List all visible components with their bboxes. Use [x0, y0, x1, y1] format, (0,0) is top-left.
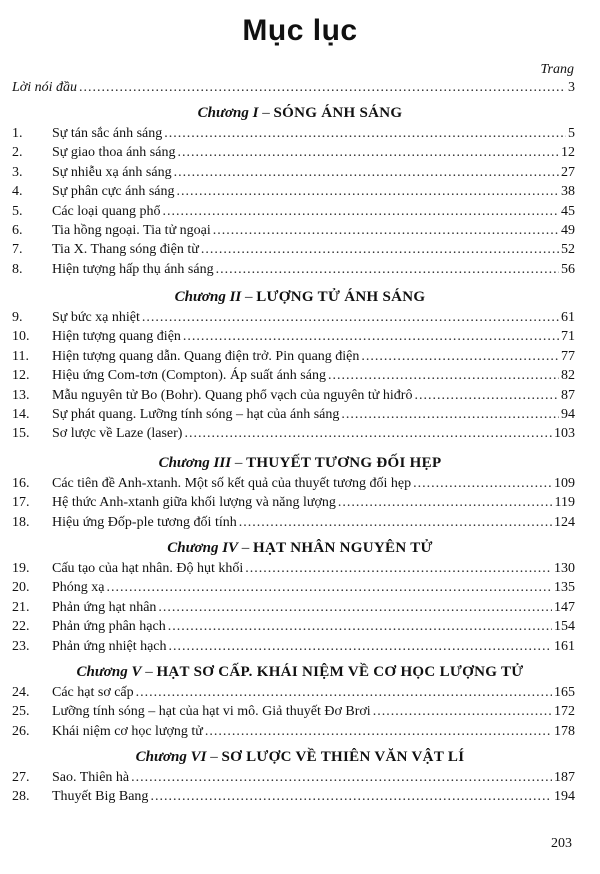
toc-entry[interactable]: [12, 346, 575, 367]
entry-label: Sự giao thoa ánh sáng: [52, 145, 176, 161]
chapter-heading: Chương III – THUYẾT TƯƠNG ĐỐI HẸP: [158, 455, 442, 471]
entry-page: 187: [554, 770, 575, 785]
entry-label: Tia hồng ngoại. Tia tử ngoại: [52, 223, 211, 238]
entry-label: Sự phân cực ánh sáng: [52, 184, 175, 200]
toc-entry[interactable]: [12, 201, 575, 222]
chapter-number: Chương III: [158, 455, 232, 471]
page-number: 203: [551, 836, 572, 851]
toc-entry[interactable]: [12, 786, 575, 807]
dot-leader: [107, 577, 553, 598]
entry-number: 4.: [12, 184, 23, 200]
chapter-title: HẠT SƠ CẤP. KHÁI NIỆM VỀ CƠ HỌC LƯỢNG TỬ: [156, 664, 524, 680]
entry-page: 124: [554, 514, 575, 530]
toc-entry[interactable]: [12, 259, 575, 280]
entry-label: Mẫu nguyên tử Bo (Bohr). Quang phổ vạch của nguyên tử hiđrô: [52, 387, 413, 403]
toc-entry[interactable]: [12, 326, 575, 347]
dot-leader: [150, 786, 552, 807]
toc-entry[interactable]: [12, 636, 575, 657]
entry-number: 6.: [12, 223, 23, 238]
entry-number: 1.: [12, 126, 23, 141]
entry-number: 16.: [12, 476, 30, 491]
dot-leader: [162, 201, 559, 222]
entry-label: Các loại quang phổ: [52, 203, 161, 219]
entry-number: 20.: [12, 580, 30, 596]
dot-leader: [174, 162, 559, 183]
dot-leader: [341, 404, 559, 425]
entry-number: 18.: [12, 514, 30, 530]
chapter-number: Chương I: [197, 105, 259, 121]
entry-label: Sơ lược về Laze (laser): [52, 426, 183, 442]
entry-page: 119: [554, 495, 575, 511]
toc-entry[interactable]: [12, 721, 575, 742]
dot-leader: [205, 721, 552, 742]
dot-leader: [213, 220, 559, 241]
dot-leader: [169, 636, 552, 657]
toc-entry[interactable]: [12, 473, 575, 494]
entry-label: Lưỡng tính sóng – hạt của hạt vi mô. Giả thuyết Đơ Brơi: [52, 704, 371, 720]
dot-leader: [201, 239, 559, 260]
toc-entry[interactable]: [12, 181, 575, 202]
entry-page: 38: [561, 184, 575, 200]
chapter-title: SƠ LƯỢC VỀ THIÊN VĂN VẬT LÍ: [221, 749, 465, 765]
entry-page: 194: [554, 789, 575, 805]
entry-label: Hiệu ứng Đốp-ple tương đối tính: [52, 514, 237, 530]
page-column-label: Trang: [540, 62, 574, 77]
entry-number: 27.: [12, 770, 30, 785]
entry-page: 3: [568, 80, 575, 95]
dot-leader: [414, 385, 559, 406]
entry-number: 11.: [12, 348, 29, 364]
toc-entry[interactable]: [12, 512, 575, 533]
entry-label: Hệ thức Anh-xtanh giữa khối lượng và năng lượng: [52, 495, 336, 511]
dot-leader: [168, 616, 552, 637]
chapter-heading: Chương VI – SƠ LƯỢC VỀ THIÊN VĂN VẬT LÍ: [135, 749, 465, 765]
entry-number: 9.: [12, 310, 23, 325]
entry-label: Phản ứng nhiệt hạch: [52, 638, 167, 654]
entry-page: 172: [554, 704, 575, 720]
entry-page: 130: [554, 561, 575, 576]
entry-number: 15.: [12, 426, 30, 442]
entry-label: Các hạt sơ cấp: [52, 685, 134, 700]
entry-page: 94: [561, 407, 575, 422]
chapter-heading: Chương II – LƯỢNG TỬ ÁNH SÁNG: [174, 289, 426, 305]
entry-page: 161: [554, 638, 575, 654]
entry-page: 87: [561, 387, 575, 403]
dot-leader: [164, 123, 566, 144]
entry-label: Phản ứng hạt nhân: [52, 599, 157, 615]
entry-page: 5: [568, 126, 575, 141]
chapter-number: Chương V: [76, 664, 142, 680]
dot-leader: [338, 492, 553, 513]
toc-entry[interactable]: [12, 701, 575, 722]
dot-leader: [177, 142, 559, 163]
dot-leader: [79, 77, 566, 98]
toc-entry[interactable]: [12, 239, 575, 260]
toc-entry[interactable]: [12, 220, 575, 241]
entry-label: Thuyết Big Bang: [52, 789, 149, 805]
entry-page: 147: [554, 599, 575, 615]
dot-leader: [245, 558, 552, 579]
toc-entry[interactable]: [12, 365, 575, 386]
entry-label: Tia X. Thang sóng điện từ: [52, 242, 199, 258]
entry-page: 45: [561, 203, 575, 219]
page-title: Mục lục: [242, 14, 358, 47]
dot-leader: [176, 181, 559, 202]
entry-label: Lời nói đầu: [12, 80, 78, 95]
entry-page: 71: [561, 329, 575, 345]
chapter-heading: Chương I – SÓNG ÁNH SÁNG: [197, 105, 403, 121]
entry-number: 7.: [12, 242, 23, 258]
chapter-number: Chương IV: [167, 540, 239, 556]
dot-leader: [142, 307, 559, 328]
chapter-title: SÓNG ÁNH SÁNG: [273, 105, 403, 121]
dot-leader: [373, 701, 552, 722]
chapter-heading: Chương IV – HẠT NHÂN NGUYÊN TỬ: [167, 540, 433, 556]
entry-number: 8.: [12, 261, 23, 277]
toc-entry[interactable]: [12, 123, 575, 144]
entry-label: Cấu tạo của hạt nhân. Độ hụt khối: [52, 561, 244, 576]
dot-leader: [183, 326, 559, 347]
chapter-title: THUYẾT TƯƠNG ĐỐI HẸP: [246, 455, 442, 471]
toc-entry[interactable]: [12, 385, 575, 406]
entry-page: 77: [561, 348, 575, 364]
entry-label: Sự phát quang. Lưỡng tính sóng – hạt của ánh sáng: [52, 407, 340, 422]
entry-number: 19.: [12, 561, 30, 576]
toc-entry-preface[interactable]: [12, 77, 575, 98]
dot-leader: [413, 473, 552, 494]
entry-page: 12: [561, 145, 575, 161]
entry-label: Khái niệm cơ học lượng tử: [52, 723, 203, 739]
dot-leader: [239, 512, 552, 533]
entry-number: 17.: [12, 495, 30, 511]
entry-page: 56: [561, 261, 575, 277]
entry-label: Phản ứng phân hạch: [52, 619, 166, 635]
toc-entry[interactable]: [12, 307, 575, 328]
chapter-number: Chương VI: [135, 749, 207, 765]
entry-page: 109: [554, 476, 575, 491]
toc-entry[interactable]: [12, 767, 575, 788]
entry-page: 27: [561, 164, 575, 180]
toc-entry[interactable]: [12, 597, 575, 618]
entry-number: 21.: [12, 599, 30, 615]
entry-page: 61: [561, 310, 575, 325]
entry-number: 10.: [12, 329, 30, 345]
entry-page: 82: [561, 368, 575, 384]
entry-label: Hiện tượng quang điện: [52, 329, 181, 345]
chapter-number: Chương II: [174, 289, 242, 305]
chapter-title: HẠT NHÂN NGUYÊN TỬ: [253, 540, 433, 556]
chapter-heading: Chương V – HẠT SƠ CẤP. KHÁI NIỆM VỀ CƠ HỌC LƯỢNG TỬ: [76, 664, 524, 680]
entry-number: 12.: [12, 368, 30, 384]
entry-label: Các tiên đề Anh-xtanh. Một số kết quả của thuyết tương đối hẹp: [52, 476, 412, 491]
entry-number: 2.: [12, 145, 23, 161]
entry-number: 14.: [12, 407, 30, 422]
entry-number: 25.: [12, 704, 30, 720]
dot-leader: [136, 682, 552, 703]
entry-page: 52: [561, 242, 575, 258]
entry-label: Hiệu ứng Com-tơn (Compton). Áp suất ánh sáng: [52, 368, 326, 384]
toc-entry[interactable]: [12, 616, 575, 637]
entry-number: 3.: [12, 164, 23, 180]
chapter-title: LƯỢNG TỬ ÁNH SÁNG: [256, 289, 426, 305]
toc-entry[interactable]: [12, 423, 575, 444]
entry-page: 165: [554, 685, 575, 700]
toc-entry[interactable]: [12, 558, 575, 579]
dot-leader: [184, 423, 552, 444]
entry-label: Sự bức xạ nhiệt: [52, 310, 140, 325]
entry-page: 178: [554, 723, 575, 739]
entry-label: Phóng xạ: [52, 580, 105, 596]
entry-label: Sự tán sắc ánh sáng: [52, 126, 163, 141]
entry-number: 5.: [12, 203, 23, 219]
entry-number: 23.: [12, 638, 30, 654]
entry-label: Hiện tượng hấp thụ ánh sáng: [52, 261, 214, 277]
dot-leader: [328, 365, 559, 386]
dot-leader: [216, 259, 559, 280]
toc-entry[interactable]: [12, 577, 575, 598]
dot-leader: [131, 767, 552, 788]
entry-page: 135: [554, 580, 575, 596]
entry-number: 22.: [12, 619, 30, 635]
entry-page: 49: [561, 223, 575, 238]
entry-number: 24.: [12, 685, 30, 700]
toc-entry[interactable]: [12, 142, 575, 163]
toc-entry[interactable]: [12, 682, 575, 703]
entry-label: Sự nhiễu xạ ánh sáng: [52, 164, 172, 180]
toc-entry[interactable]: [12, 404, 575, 425]
toc-entry[interactable]: [12, 492, 575, 513]
entry-number: 13.: [12, 387, 30, 403]
toc-entry[interactable]: [12, 162, 575, 183]
entry-page: 154: [554, 619, 575, 635]
entry-label: Sao. Thiên hà: [52, 770, 130, 785]
dot-leader: [361, 346, 559, 367]
dot-leader: [158, 597, 552, 618]
entry-label: Hiện tượng quang dẫn. Quang điện trở. Pin quang điện: [52, 348, 360, 364]
entry-number: 26.: [12, 723, 30, 739]
entry-page: 103: [554, 426, 575, 442]
entry-number: 28.: [12, 789, 30, 805]
